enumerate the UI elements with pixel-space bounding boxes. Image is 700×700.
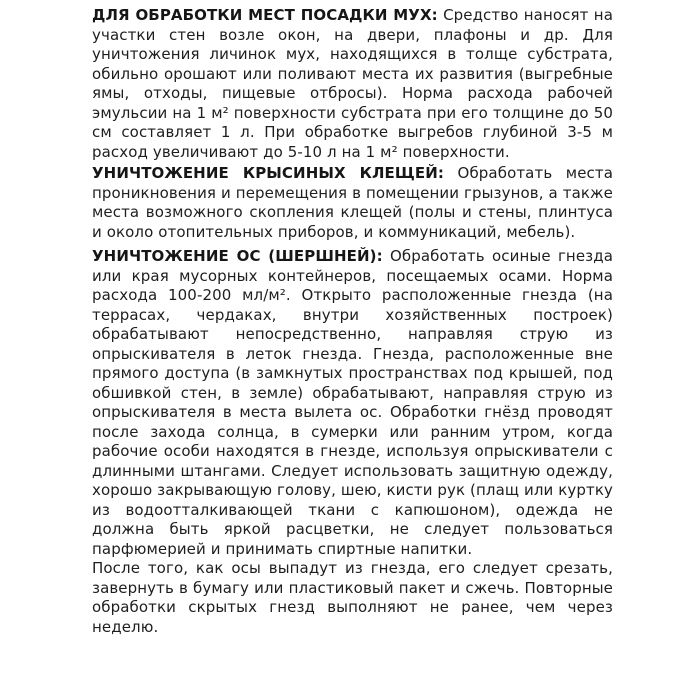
section-fly-treatment-heading: ДЛЯ ОБРАБОТКИ МЕСТ ПОСАДКИ МУХ: <box>92 6 438 24</box>
section-rat-mites-body: Обработать места проникновения и перемещения в помещении грызунов, а также места возможного скопления клещей (полы и стены, плинтуса и около отопительных приборов, и коммуникаций, мебель). <box>92 164 614 241</box>
section-wasps-hornets-body: Обработать осиные гнезда или края мусорных контейнеров, посещаемых осами. Норма расхода 100-200 мл/м². Открыто расположенные гнезда (на террасах, чердаках, внутри хозяйственных построек) обрабатывают непосредственно, направляя струю из опрыскивателя в леток гнезда. Гнезда, расположенные вне прямого доступа (в замкнутых пространствах под крышей, под обшивкой стен, в земле) обрабатывают, направляя струю из опрыскивателя в места вылета ос. Обработки гнёзд проводят после захода солнца, в сумерки или ранним утром, когда рабочие особи находятся в гнезде, используя опрыскиватели с длинными штангами. Следует использовать защитную одежду, хорошо закрывающую голову, шею, кисти рук (плащ или куртку из водоотталкивающей ткани с капюшоном), одежда не должна быть яркой расцветки, не следует пользоваться парфюмерией и принимать спиртные напитки. <box>92 247 613 558</box>
section-wasps-hornets <box>92 247 613 559</box>
instruction-text-block <box>92 6 613 637</box>
section-wasps-followup-body: После того, как осы выпадут из гнезда, его следует срезать, завернуть в бумагу или пластиковый пакет и сжечь. Повторные обработки скрытых гнезд выполняют не ранее, чем через неделю. <box>92 559 613 636</box>
section-fly-treatment-body: Средство наносят на участки стен возле окон, на двери, плафоны и др. Для уничтожения личинок мух, находящихся в толще субстрата, обильно орошают или поливают места их развития (выгребные ямы, отходы, пищевые отбросы). Норма расхода рабочей эмульсии на 1 м² поверхности субстрата при его толщине до 50 см составляет 1 л. При обработке выгребов глубиной 3-5 м расход увеличивают до 5-10 л на 1 м² поверхности. <box>92 6 613 161</box>
section-fly-treatment <box>92 6 613 162</box>
section-wasps-hornets-heading: УНИЧТОЖЕНИЕ ОС (ШЕРШНЕЙ): <box>92 247 383 265</box>
section-wasps-followup <box>92 559 613 637</box>
section-rat-mites-heading: УНИЧТОЖЕНИЕ КРЫСИНЫХ КЛЕЩЕЙ: <box>92 164 444 182</box>
section-rat-mites <box>92 164 613 242</box>
